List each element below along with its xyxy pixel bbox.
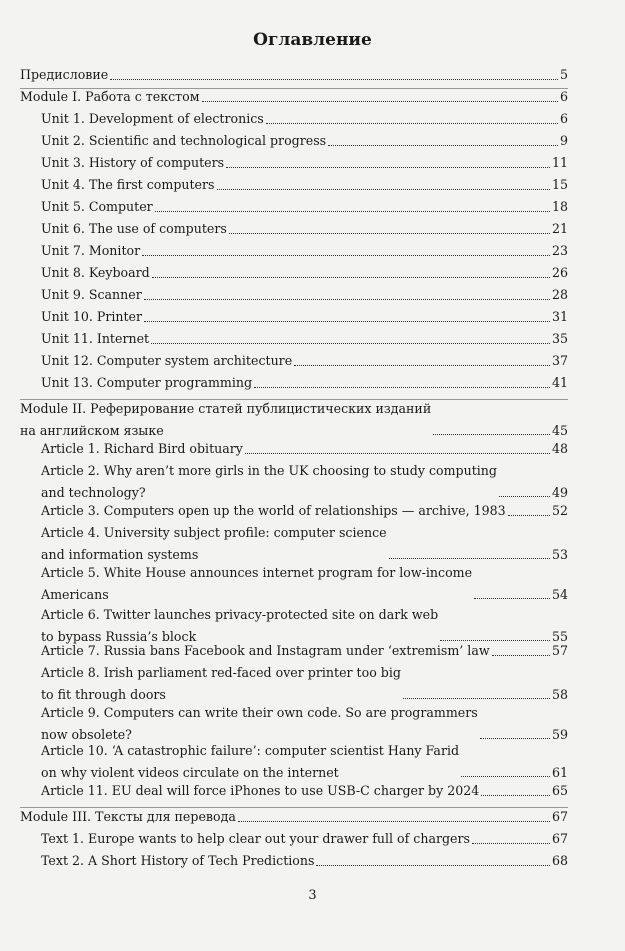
toc-page-number: 37: [551, 353, 568, 368]
page-title: Оглавление: [253, 30, 372, 50]
toc-entry: [41, 460, 568, 503]
toc-page-number: 57: [551, 643, 568, 658]
dot-leader: [480, 738, 550, 739]
toc-entry-line: Unit 13. Computer programming: [41, 375, 253, 390]
toc-entry-line: Article 3. Computers open up the world of relationships — archive, 1983: [41, 503, 506, 518]
toc-entry-line: Module II. Реферирование статей публицистических изданий: [20, 401, 432, 416]
dot-leader: [461, 776, 550, 777]
toc-entry-title: [41, 850, 314, 872]
toc-entry-title: [41, 740, 459, 783]
toc-entry-title: [41, 702, 478, 745]
toc-entry-line: Unit 6. The use of computers: [41, 221, 227, 236]
toc-page-number: 61: [551, 764, 568, 780]
toc-entry-title: [41, 284, 142, 306]
dot-leader: [389, 558, 550, 559]
toc-page-number: 58: [551, 686, 568, 702]
toc-entry-title: [41, 500, 506, 522]
toc-entry: [41, 500, 568, 522]
toc-entry: [41, 702, 568, 745]
toc-page-number: 68: [551, 853, 568, 868]
toc-entry: [41, 174, 568, 196]
toc-page-number: 6: [559, 89, 568, 104]
dot-leader: [226, 167, 550, 168]
toc-entry-line: Text 2. A Short History of Tech Predictions: [41, 853, 315, 868]
toc-module-entry: [20, 398, 568, 441]
toc-entry-title: [41, 130, 326, 152]
toc-page-number: 52: [551, 503, 568, 518]
dot-leader: [155, 211, 550, 212]
toc-entry: [41, 372, 568, 394]
toc-entry-line: Unit 9. Scanner: [41, 287, 142, 302]
toc-page-number: 9: [559, 133, 568, 148]
toc-entry-title: [41, 108, 264, 130]
toc-page-number: 11: [551, 155, 568, 170]
toc-entry: [41, 740, 568, 783]
toc-entry-line: Article 4. University subject profile: computer science: [41, 525, 387, 540]
dot-leader: [481, 795, 550, 796]
toc-entry-line: Article 6. Twitter launches privacy-protected site on dark web: [41, 607, 439, 622]
toc-entry: [41, 262, 568, 284]
toc-page-number: 41: [551, 375, 568, 390]
section-divider: [20, 399, 568, 400]
toc-entry-line: Unit 3. History of computers: [41, 155, 225, 170]
toc-entry-line: to fit through doors: [41, 686, 166, 702]
toc-entry-title: [41, 372, 252, 394]
toc-entry-line: Article 1. Richard Bird obituary: [41, 441, 243, 456]
toc-entry-line: and technology?: [41, 484, 146, 500]
toc-module-entry: [20, 806, 568, 828]
toc-module-entry: [20, 64, 568, 86]
toc-entry-title: [41, 262, 150, 284]
toc-entry: [41, 640, 568, 662]
dot-leader: [229, 233, 550, 234]
toc-page-number: 67: [551, 809, 568, 824]
dot-leader: [294, 365, 550, 366]
toc-entry-line: to bypass Russia’s block: [41, 628, 197, 644]
toc-entry-title: [41, 196, 153, 218]
toc-entry-line: Предисловие: [20, 67, 109, 82]
toc-page-number: 5: [559, 67, 568, 82]
dot-leader: [328, 145, 558, 146]
dot-leader: [433, 434, 550, 435]
toc-page-number: 6: [559, 111, 568, 126]
dot-leader: [202, 101, 558, 102]
toc-entry-title: [41, 152, 224, 174]
toc-entry: [41, 328, 568, 350]
toc-page-number: 28: [551, 287, 568, 302]
toc-page-number: 26: [551, 265, 568, 280]
dot-leader: [144, 299, 550, 300]
toc-entry-title: [41, 240, 140, 262]
toc-page-number: 23: [551, 243, 568, 258]
toc-entry-line: Article 11. EU deal will force iPhones to use USB-C charger by 2024: [41, 783, 480, 798]
toc-entry-title: [20, 86, 200, 108]
toc-entry: [41, 218, 568, 240]
toc-entry-title: [41, 828, 470, 850]
page-number: 3: [308, 888, 317, 903]
dot-leader: [316, 865, 550, 866]
dot-leader: [151, 343, 550, 344]
toc-entry-title: [41, 780, 479, 802]
toc-entry-title: [41, 306, 142, 328]
dot-leader: [499, 496, 550, 497]
toc-entry: [41, 284, 568, 306]
toc-entry-title: [41, 662, 401, 705]
toc-entry-line: and information systems: [41, 546, 199, 562]
dot-leader: [152, 277, 550, 278]
toc-entry-line: Unit 11. Internet: [41, 331, 150, 346]
toc-page-number: 59: [551, 726, 568, 742]
toc-entry: [41, 196, 568, 218]
toc-entry-line: Article 9. Computers can write their own code. So are programmers: [41, 705, 478, 720]
toc-entry: [41, 130, 568, 152]
dot-leader: [217, 189, 550, 190]
toc-page-number: 15: [551, 177, 568, 192]
toc-entry: [41, 240, 568, 262]
dot-leader: [238, 821, 550, 822]
toc-entry: [41, 662, 568, 705]
toc-entry-line: Unit 1. Development of electronics: [41, 111, 264, 126]
toc-entry-line: Module I. Работа с текстом: [20, 89, 200, 104]
toc-page-number: 31: [551, 309, 568, 324]
toc-entry-title: [20, 64, 108, 86]
toc-entry-line: Article 5. White House announces internet program for low-income: [41, 565, 473, 580]
toc-entry-line: на английском языке: [20, 422, 164, 438]
dot-leader: [472, 843, 550, 844]
dot-leader: [254, 387, 550, 388]
toc-entry-title: [41, 350, 292, 372]
dot-leader: [245, 453, 550, 454]
toc-entry-title: [20, 398, 431, 441]
toc-entry: [41, 828, 568, 850]
toc-entry-line: Unit 4. The first computers: [41, 177, 215, 192]
toc-entry-line: Unit 8. Keyboard: [41, 265, 150, 280]
toc-page-number: 54: [551, 586, 568, 602]
toc-page-number: 35: [551, 331, 568, 346]
toc-entry: [41, 562, 568, 605]
toc-entry-line: Unit 10. Printer: [41, 309, 143, 324]
toc-entry-line: Unit 5. Computer: [41, 199, 153, 214]
toc-entry-title: [41, 438, 243, 460]
toc-entry-line: Module III. Тексты для перевода: [20, 809, 236, 824]
toc-entry: [41, 438, 568, 460]
toc-page-number: 18: [551, 199, 568, 214]
dot-leader: [474, 598, 550, 599]
toc-entry: [41, 152, 568, 174]
toc-entry-title: [41, 562, 472, 605]
toc-module-entry: [20, 86, 568, 108]
toc-entry-title: [41, 522, 387, 565]
toc-entry-line: Article 7. Russia bans Facebook and Instagram under ‘extremism’ law: [41, 643, 490, 658]
toc-page-number: 67: [551, 831, 568, 846]
section-divider: [20, 88, 568, 89]
toc-entry-line: now obsolete?: [41, 726, 132, 742]
toc-entry-title: [41, 174, 215, 196]
dot-leader: [144, 321, 550, 322]
section-divider: [20, 807, 568, 808]
toc-entry: [41, 522, 568, 565]
toc-entry-line: Unit 7. Monitor: [41, 243, 141, 258]
toc-page-number: 53: [551, 546, 568, 562]
toc-entry-line: Article 10. ‘A catastrophic failure’: computer scientist Hany Farid: [41, 743, 460, 758]
toc-entry-line: Article 8. Irish parliament red-faced over printer too big: [41, 665, 401, 680]
toc-page-number: 21: [551, 221, 568, 236]
toc-page-number: 49: [551, 484, 568, 500]
toc-entry-line: Unit 12. Computer system architecture: [41, 353, 293, 368]
toc-entry-title: [41, 640, 490, 662]
toc-page-number: 65: [551, 783, 568, 798]
toc-entry: [41, 108, 568, 130]
toc-entry-title: [41, 328, 149, 350]
toc-entry: [41, 780, 568, 802]
toc-page-number: 48: [551, 441, 568, 456]
toc-entry-line: Text 1. Europe wants to help clear out your drawer full of chargers: [41, 831, 470, 846]
dot-leader: [266, 123, 558, 124]
dot-leader: [492, 655, 550, 656]
toc-entry-line: Unit 2. Scientific and technological progress: [41, 133, 327, 148]
toc-entry-title: [41, 218, 227, 240]
toc-entry-title: [41, 460, 497, 503]
toc-entry: [41, 306, 568, 328]
toc-entry-line: Americans: [41, 586, 109, 602]
toc-entry-line: on why violent videos circulate on the internet: [41, 764, 339, 780]
dot-leader: [403, 698, 550, 699]
toc-entry-title: [20, 806, 236, 828]
toc-entry-line: Article 2. Why aren’t more girls in the UK choosing to study computing: [41, 463, 497, 478]
toc-entry: [41, 850, 568, 872]
toc-entry: [41, 350, 568, 372]
dot-leader: [508, 515, 550, 516]
toc-page-number: 45: [551, 422, 568, 438]
dot-leader: [110, 79, 558, 80]
toc-page-number: 55: [551, 628, 568, 644]
dot-leader: [142, 255, 550, 256]
